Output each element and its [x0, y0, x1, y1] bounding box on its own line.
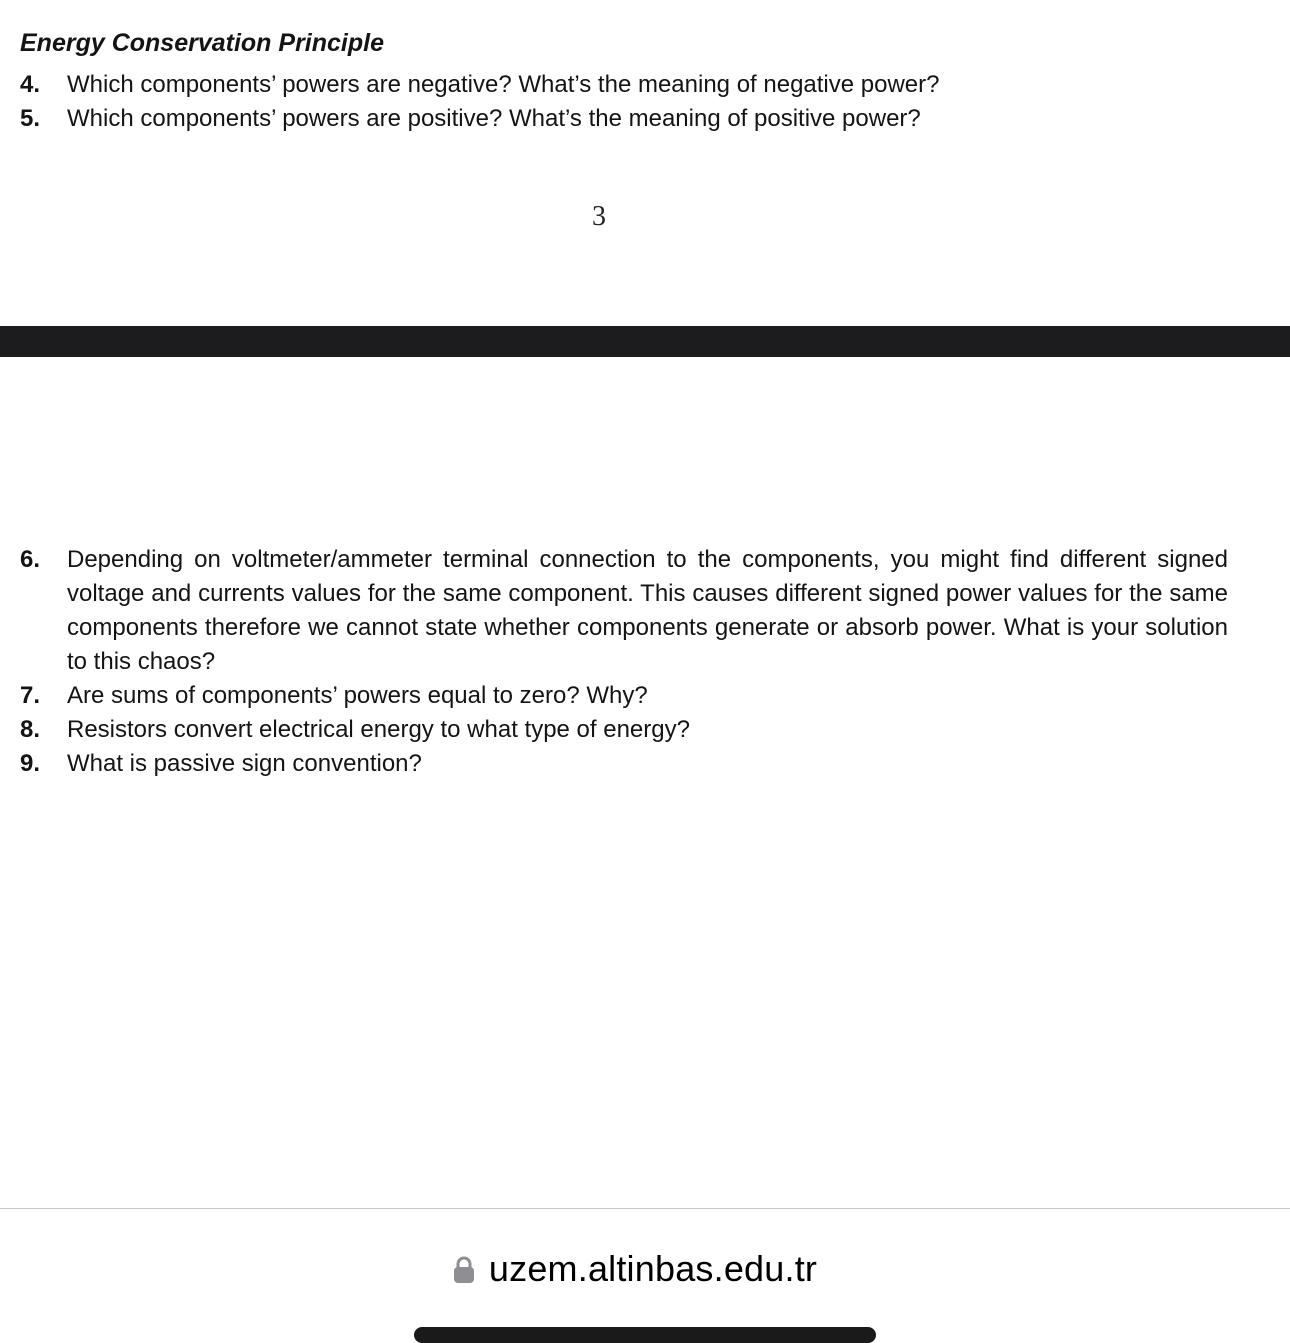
question-item-6	[20, 543, 1228, 679]
page-divider	[0, 326, 1290, 357]
question-item-4	[20, 68, 1228, 102]
question-text: What is passive sign convention?	[67, 750, 422, 777]
page-number: 3	[592, 201, 606, 232]
question-number: 5.	[20, 105, 41, 132]
address-bar[interactable]	[0, 1249, 1290, 1289]
browser-bottom-bar	[0, 1208, 1290, 1340]
question-number: 7.	[20, 682, 41, 709]
question-text: Resistors convert electrical energy to what type of energy?	[67, 716, 690, 743]
question-number: 9.	[20, 750, 41, 777]
lock-icon	[453, 1256, 475, 1283]
question-item-8	[20, 713, 1228, 747]
question-number: 8.	[20, 716, 41, 743]
question-list-bottom	[20, 543, 1228, 781]
question-text: Which components’ powers are negative? What’s the meaning of negative power?	[67, 71, 940, 98]
question-text: Are sums of components’ powers equal to zero? Why?	[67, 682, 648, 709]
section-heading: Energy Conservation Principle	[20, 29, 384, 57]
question-number: 6.	[20, 546, 41, 573]
url-text[interactable]: uzem.altinbas.edu.tr	[488, 1248, 818, 1289]
question-number: 4.	[20, 71, 41, 98]
question-list-top	[20, 68, 1228, 136]
question-item-5	[20, 102, 1228, 136]
home-indicator[interactable]	[414, 1327, 876, 1343]
question-item-9	[20, 747, 1228, 781]
question-text: Depending on voltmeter/ammeter terminal connection to the components, you might find different signed voltage and currents values for the same component. This causes different signed power values for the same components therefore we cannot state whether components generate or absorb power. What is your solution to this chaos?	[67, 546, 1228, 675]
question-text: Which components’ powers are positive? What’s the meaning of positive power?	[67, 105, 921, 132]
question-item-7	[20, 679, 1228, 713]
